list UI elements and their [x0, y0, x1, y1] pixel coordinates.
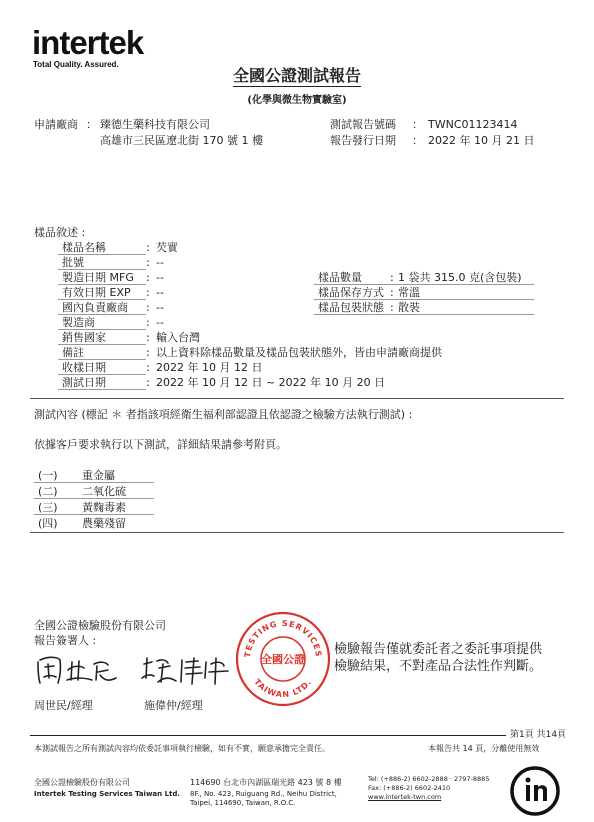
- applicant-name: 臻德生藥科技有限公司: [100, 118, 210, 131]
- footer-note-left: 本測試報告之所有測試內容均依委託事項執行檢驗，如有不實，願意承擔完全責任。: [34, 744, 330, 753]
- footer-fax: Fax: (+886-2) 6602-2410: [368, 784, 451, 792]
- applicant-label: 申請廠商: [34, 118, 78, 131]
- footer-web-link[interactable]: www.intertek-twn.com: [368, 793, 442, 801]
- test-name: 重金屬: [82, 469, 115, 482]
- disclaimer-line: 檢驗報告僅就委託者之委託事項提供: [334, 642, 543, 657]
- report-date-sep: ：: [412, 134, 423, 147]
- row-rule: [314, 284, 534, 285]
- company-seal-stamp: [234, 610, 332, 708]
- intertek-emblem-icon: [509, 765, 561, 817]
- row-rule: [58, 269, 146, 270]
- test-instruction: 依據客戶要求執行以下測試，詳細結果請參考附頁。: [34, 438, 287, 451]
- sample-right-label: 樣品保存方式: [318, 286, 384, 299]
- section-divider: [30, 398, 564, 399]
- test-number: (四): [38, 517, 58, 530]
- test-content-heading: 測試內容 (標記 ＊ 者指該項經衛生福利部認證且依認證之檢驗方法執行測試) :: [34, 408, 413, 421]
- signer-name: 周世民/經理: [34, 699, 93, 712]
- sample-value: --: [156, 286, 164, 299]
- row-rule: [58, 389, 146, 390]
- svg-text:TAIWAN LTD.: TAIWAN LTD.: [252, 677, 314, 700]
- sample-right-value: 散裝: [398, 301, 420, 314]
- footer-address-en: Taipei, 114690, Taiwan, R.O.C.: [190, 799, 296, 807]
- sample-colon: :: [146, 316, 150, 329]
- sample-value: 以上資料除樣品數量及樣品包裝狀態外，皆由申請廠商提供: [156, 346, 442, 359]
- sample-colon: :: [146, 301, 150, 314]
- row-rule: [314, 299, 534, 300]
- signer-name: 施偉仲/經理: [144, 699, 203, 712]
- footer-company-en: Intertek Testing Services Taiwan Ltd.: [34, 790, 181, 798]
- intertek-logo: intertek: [32, 24, 144, 61]
- sample-colon: :: [146, 346, 150, 359]
- test-number: (一): [38, 469, 58, 482]
- sample-label: 樣品名稱: [62, 241, 106, 254]
- row-rule: [58, 329, 146, 330]
- page-rule: [30, 735, 506, 736]
- section-divider: [30, 532, 564, 533]
- sample-label: 批號: [62, 256, 84, 269]
- footer-address-zh: 114690 台北市內湖區瑞光路 423 號 8 樓: [190, 778, 342, 787]
- row-rule: [58, 344, 146, 345]
- sample-heading: 樣品敘述 :: [34, 226, 86, 239]
- sample-value: 芡實: [156, 241, 178, 254]
- row-rule: [34, 514, 154, 515]
- row-rule: [58, 284, 146, 285]
- sample-value: --: [156, 271, 164, 284]
- footer-note-right: 本報告共 14 頁，分離使用無效: [428, 744, 540, 753]
- sample-value: --: [156, 301, 164, 314]
- test-number: (三): [38, 501, 58, 514]
- sample-right-colon: :: [390, 286, 394, 299]
- sample-label: 銷售國家: [62, 331, 106, 344]
- sample-right-label: 樣品數量: [318, 271, 362, 284]
- footer-company-zh: 全國公證檢驗股份有限公司: [34, 778, 130, 787]
- sample-label: 有效日期 EXP: [62, 286, 131, 299]
- report-title: [0, 67, 594, 85]
- sample-colon: :: [146, 286, 150, 299]
- row-rule: [58, 254, 146, 255]
- report-subtitle: (化學與微生物實驗室): [247, 95, 347, 106]
- company-name: 全國公證檢驗股份有限公司: [34, 619, 166, 632]
- sample-colon: :: [146, 361, 150, 374]
- sample-value: 2022 年 10 月 12 日 ~ 2022 年 10 月 20 日: [156, 376, 386, 389]
- row-rule: [58, 359, 146, 360]
- sample-colon: :: [146, 331, 150, 344]
- disclaimer-line: 檢驗結果，不對產品合法性作判斷。: [334, 659, 543, 674]
- sample-label: 測試日期: [62, 376, 106, 389]
- sample-value: --: [156, 316, 164, 329]
- test-number: (二): [38, 485, 58, 498]
- row-rule: [314, 314, 534, 315]
- report-no-label: 測試報告號碼: [330, 118, 396, 131]
- svg-text:TESTING SERVICES: TESTING SERVICES: [242, 618, 324, 659]
- logo-tagline: Total Quality. Assured.: [33, 60, 119, 69]
- sample-right-colon: :: [390, 271, 394, 284]
- sample-colon: :: [146, 256, 150, 269]
- sample-right-value: 常溫: [398, 286, 420, 299]
- sample-label: 製造日期 MFG: [62, 271, 134, 284]
- sample-value: 2022 年 10 月 12 日: [156, 361, 263, 374]
- test-name: 黃麴毒素: [82, 501, 126, 514]
- footer-tel: Tel: (+886-2) 6602-2888 · 2797-8885: [368, 775, 490, 783]
- report-title-text: 全國公證測試報告: [232, 66, 361, 85]
- row-rule: [58, 299, 146, 300]
- page-indicator: 第1頁 共14頁: [510, 730, 567, 740]
- test-name: 農藥殘留: [82, 517, 126, 530]
- sample-label: 製造商: [62, 316, 95, 329]
- sample-colon: :: [146, 271, 150, 284]
- sample-colon: :: [146, 376, 150, 389]
- sample-right-colon: :: [390, 301, 394, 314]
- sample-label: 收樣日期: [62, 361, 106, 374]
- report-date-label: 報告發行日期: [330, 134, 396, 147]
- sample-colon: :: [146, 241, 150, 254]
- sample-value: 輸入台灣: [156, 331, 200, 344]
- row-rule: [34, 498, 154, 499]
- row-rule: [58, 314, 146, 315]
- report-date-value: 2022 年 10 月 21 日: [428, 134, 535, 147]
- row-rule: [58, 374, 146, 375]
- sample-label: 備註: [62, 346, 84, 359]
- test-name: 二氧化硫: [82, 485, 126, 498]
- signer-label: 報告簽署人 :: [34, 634, 97, 647]
- report-no-value: TWNC01123414: [428, 118, 518, 131]
- svg-text:全國公證: 全國公證: [261, 653, 305, 666]
- sample-label: 國內負責廠商: [62, 301, 128, 314]
- row-rule: [34, 482, 154, 483]
- sample-value: --: [156, 256, 164, 269]
- sample-right-value: 1 袋共 315.0 克(含包裝): [398, 271, 522, 284]
- sample-right-label: 樣品包裝狀態: [318, 301, 384, 314]
- report-no-sep: ：: [412, 118, 423, 131]
- applicant-address: 高雄市三民區遼北街 170 號 1 樓: [100, 134, 263, 147]
- footer-address-en: 8F., No. 423, Ruiguang Rd., Neihu District,: [190, 790, 337, 798]
- applicant-sep: ：: [86, 118, 97, 131]
- handwritten-signatures: [34, 650, 234, 688]
